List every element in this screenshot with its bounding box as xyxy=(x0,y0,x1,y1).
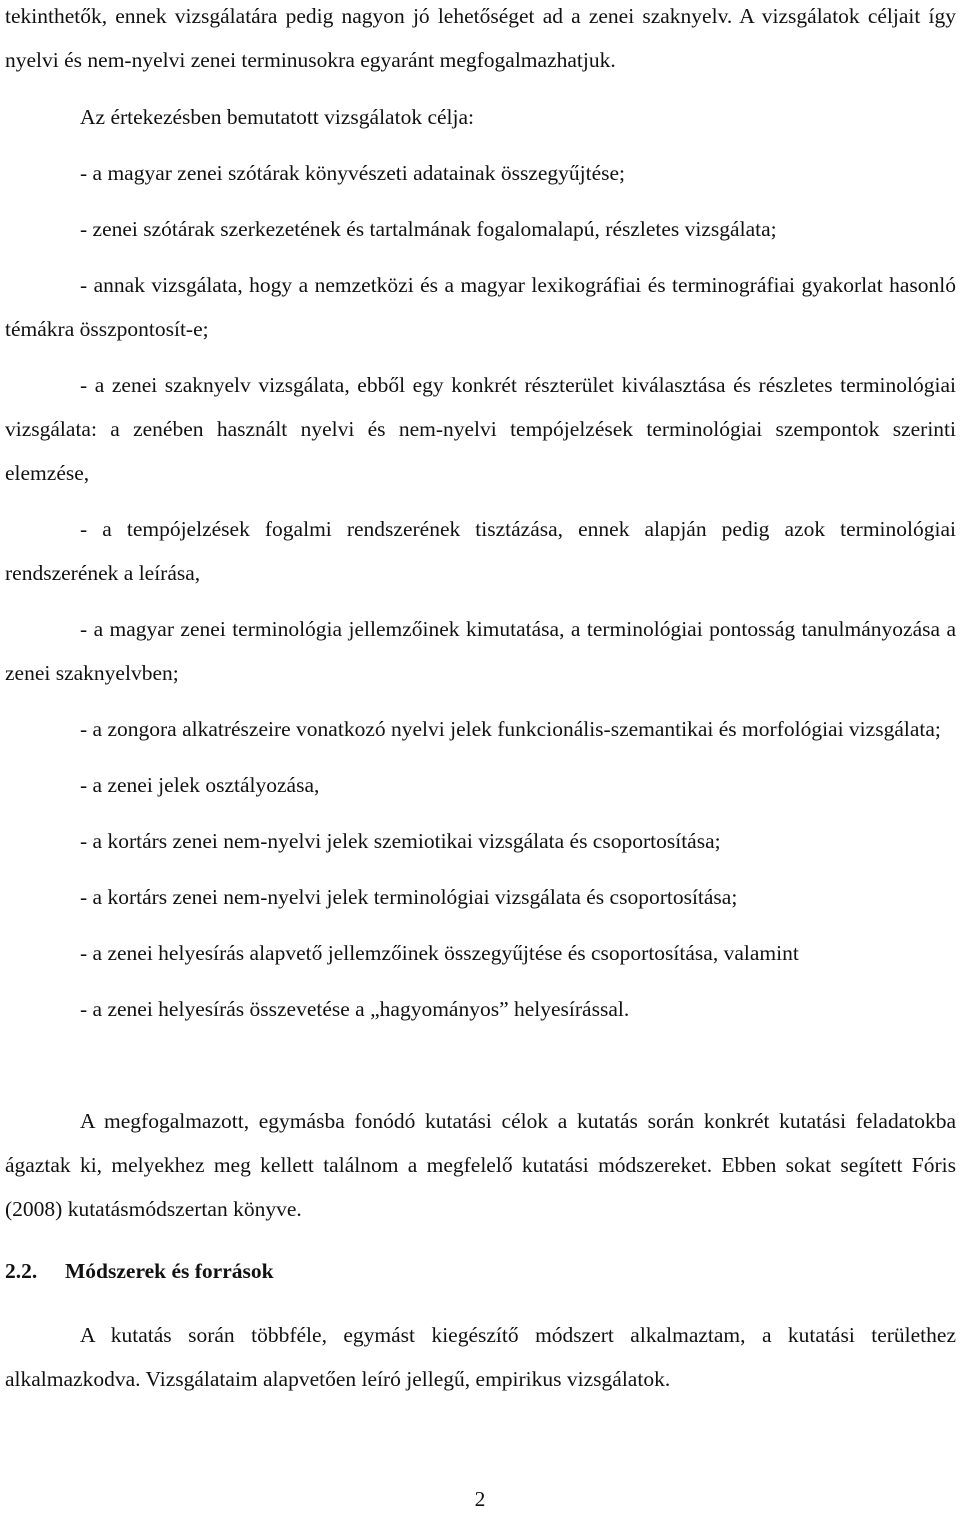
aims-lead: Az értekezésben bemutatott vizsgálatok célja: xyxy=(80,105,474,129)
list-item: - a zenei helyesírás összevetése a „hagyományos” helyesírással. xyxy=(80,997,630,1021)
section-body: A kutatás során többféle, egymást kiegészítő módszert alkalmaztam, a kutatási területhez alkalmazkodva. Vizsgálataim alapvetően leíró jellegű, empirikus vizsgálatok. xyxy=(5,1323,956,1391)
aims-list xyxy=(5,151,956,1031)
list-item: - zenei szótárak szerkezetének és tartalmának fogalomalapú, részletes vizsgálata; xyxy=(80,217,777,241)
list-item: - a zenei jelek osztályozása, xyxy=(80,773,320,797)
list-item: - a tempójelzések fogalmi rendszerének tisztázása, ennek alapján pedig azok terminológiai rendszerének a leírása, xyxy=(5,517,956,585)
list-item: - a zongora alkatrészeire vonatkozó nyelvi jelek funkcionális-szemantikai és morfológiai vizsgálata; xyxy=(80,717,941,741)
list-item: - a magyar zenei szótárak könyvészeti adatainak összegyűjtése; xyxy=(80,161,626,185)
intro-paragraph: tekinthetők, ennek vizsgálatára pedig nagyon jó lehetőséget ad a zenei szaknyelv. A vizsgálatok céljait így nyelvi és nem-nyelvi zenei terminusokra egyaránt megfogalmazhatjuk. xyxy=(5,4,956,72)
page-number: 2 xyxy=(474,1487,486,1511)
conclusion-paragraph: A megfogalmazott, egymásba fonódó kutatási célok a kutatás során konkrét kutatási feladatokba ágaztak ki, melyekhez meg kellett találnom a megfelelő kutatási módszereket. Ebben sokat segített Fóris (2008) kutatásmódszertan könyve. xyxy=(5,1109,956,1221)
list-item: - a kortárs zenei nem-nyelvi jelek terminológiai vizsgálata és csoportosítása; xyxy=(80,885,738,909)
list-item: - annak vizsgálata, hogy a nemzetközi és a magyar lexikográfiai és terminográfiai gyakorlat hasonló témákra összpontosít-e; xyxy=(5,273,956,341)
section-title: Módszerek és források xyxy=(65,1259,274,1283)
list-item: - a zenei helyesírás alapvető jellemzőinek összegyűjtése és csoportosítása, valamint xyxy=(80,941,799,965)
document-page xyxy=(5,0,956,1401)
section-heading xyxy=(5,1249,956,1293)
list-item: - a zenei szaknyelv vizsgálata, ebből egy konkrét részterület kiválasztása és részletes terminológiai vizsgálata: a zenében használt nyelvi és nem-nyelvi tempójelzések terminológiai szempontok szerinti elemzése, xyxy=(5,373,956,485)
list-item: - a kortárs zenei nem-nyelvi jelek szemiotikai vizsgálata és csoportosítása; xyxy=(80,829,721,853)
list-item: - a magyar zenei terminológia jellemzőinek kimutatása, a terminológiai pontosság tanulmányozása a zenei szaknyelvben; xyxy=(5,617,956,685)
section-number: 2.2. xyxy=(5,1259,38,1283)
